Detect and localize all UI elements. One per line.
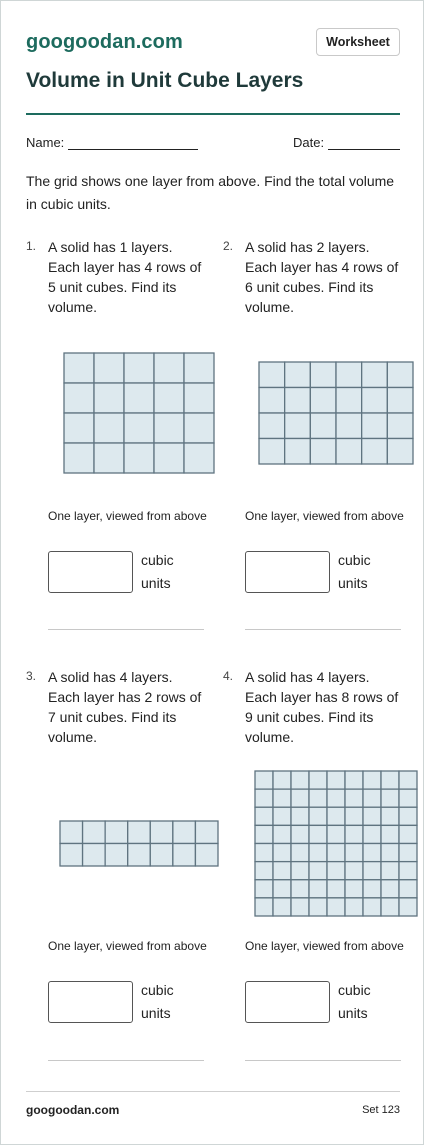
unit-cube [259, 413, 285, 439]
unit-cube [327, 771, 345, 789]
problem-text: A solid has 4 layers. Each layer has 2 rows of 7 unit cubes. Find its volume. [48, 669, 202, 745]
unit-cube [363, 789, 381, 807]
grid-caption: One layer, viewed from above [245, 939, 404, 953]
unit-cube [128, 821, 151, 844]
footer-set-label: Set 123 [362, 1104, 400, 1116]
unit-cube [327, 862, 345, 880]
brand-logo[interactable]: googoodan.com [26, 31, 183, 53]
unit-cube [291, 807, 309, 825]
unit-cube [327, 844, 345, 862]
footer-brand[interactable]: googoodan.com [26, 1103, 120, 1117]
answer-input-4[interactable] [245, 981, 330, 1023]
unit-cube [124, 443, 154, 473]
work-line [245, 629, 401, 630]
unit-cube [309, 898, 327, 916]
unit-cube [255, 771, 273, 789]
unit-cube [154, 383, 184, 413]
unit-cube [291, 825, 309, 843]
problem-number: 4. [223, 669, 234, 683]
work-line [245, 1060, 401, 1061]
unit-cube [381, 789, 399, 807]
unit-cube [363, 825, 381, 843]
unit-cube [363, 771, 381, 789]
unit-cube [105, 821, 128, 844]
unit-cube [273, 807, 291, 825]
unit-cube [285, 388, 311, 414]
worksheet-badge: Worksheet [316, 28, 400, 56]
unit-cube [363, 862, 381, 880]
unit-cube [399, 862, 417, 880]
unit-cube [285, 413, 311, 439]
unit-cube [327, 898, 345, 916]
unit-cube [154, 353, 184, 383]
unit-cube [273, 898, 291, 916]
unit-cube [345, 771, 363, 789]
unit-cube [363, 844, 381, 862]
unit-cube [399, 771, 417, 789]
unit-cube [336, 413, 362, 439]
unit-cube [362, 388, 388, 414]
cube-layer-grid-1 [64, 353, 214, 473]
unit-cube [150, 844, 173, 867]
unit-cube [184, 353, 214, 383]
unit-cube [173, 821, 196, 844]
grid-caption: One layer, viewed from above [245, 509, 404, 523]
unit-cube [363, 880, 381, 898]
unit-cube [362, 439, 388, 465]
unit-cube [60, 844, 83, 867]
unit-cube [345, 844, 363, 862]
unit-cube [184, 383, 214, 413]
unit-cube [310, 413, 336, 439]
unit-cube [309, 807, 327, 825]
cube-layer-grid-2 [259, 362, 413, 464]
unit-cube [94, 353, 124, 383]
answer-input-1[interactable] [48, 551, 133, 593]
problem-number: 1. [26, 239, 37, 253]
unit-cube [273, 771, 291, 789]
unit-cube [327, 880, 345, 898]
unit-cube [94, 413, 124, 443]
unit-cube [291, 789, 309, 807]
name-field[interactable] [68, 149, 198, 150]
unit-cube [309, 825, 327, 843]
unit-cube [387, 362, 413, 388]
date-field[interactable] [328, 149, 400, 150]
unit-cube [285, 362, 311, 388]
unit-cube [154, 413, 184, 443]
unit-cube [327, 825, 345, 843]
unit-cube [291, 898, 309, 916]
unit-cube [195, 844, 218, 867]
answer-input-3[interactable] [48, 981, 133, 1023]
cube-layer-grid-4 [255, 771, 417, 916]
problem-text: A solid has 1 layers. Each layer has 4 rows of 5 unit cubes. Find its volume. [48, 239, 202, 315]
unit-cube [64, 413, 94, 443]
unit-cube [336, 362, 362, 388]
unit-cube [291, 880, 309, 898]
unit-cubic: cubic [338, 552, 371, 568]
unit-cube [291, 862, 309, 880]
unit-cube [184, 413, 214, 443]
problem-text: A solid has 4 layers. Each layer has 8 rows of 9 unit cubes. Find its volume. [245, 669, 399, 745]
unit-cube [184, 443, 214, 473]
unit-cube [255, 898, 273, 916]
unit-cube [150, 821, 173, 844]
unit-cube [128, 844, 151, 867]
unit-cube [259, 439, 285, 465]
unit-cube [64, 353, 94, 383]
unit-cube [381, 898, 399, 916]
unit-cube [255, 825, 273, 843]
unit-cube [336, 439, 362, 465]
unit-cube [285, 439, 311, 465]
name-label: Name: [26, 135, 65, 150]
unit-cube [387, 413, 413, 439]
unit-cube [399, 898, 417, 916]
unit-cube [273, 844, 291, 862]
unit-cube [64, 443, 94, 473]
instructions: The grid shows one layer from above. Find the total volume in cubic units. [26, 173, 395, 212]
unit-cube [273, 825, 291, 843]
unit-cube [362, 413, 388, 439]
unit-cube [255, 844, 273, 862]
unit-cube [309, 789, 327, 807]
unit-cube [273, 880, 291, 898]
unit-cube [195, 821, 218, 844]
unit-cube [259, 388, 285, 414]
unit-cube [154, 443, 184, 473]
unit-cube [309, 771, 327, 789]
unit-units: units [338, 1005, 368, 1021]
unit-cube [381, 807, 399, 825]
unit-cube [363, 807, 381, 825]
unit-units: units [338, 575, 368, 591]
unit-cube [327, 807, 345, 825]
date-label: Date: [293, 135, 325, 150]
unit-cube [345, 789, 363, 807]
unit-cube [399, 825, 417, 843]
unit-cubic: cubic [141, 552, 174, 568]
unit-cube [399, 880, 417, 898]
unit-cube [381, 862, 399, 880]
unit-cube [173, 844, 196, 867]
unit-cube [255, 789, 273, 807]
unit-units: units [141, 575, 171, 591]
unit-cube [83, 844, 106, 867]
unit-cube [345, 825, 363, 843]
unit-cube [105, 844, 128, 867]
unit-cubic: cubic [338, 982, 371, 998]
unit-cube [255, 807, 273, 825]
unit-cube [309, 844, 327, 862]
unit-cube [291, 771, 309, 789]
work-line [48, 1060, 204, 1061]
unit-units: units [141, 1005, 171, 1021]
unit-cubic: cubic [141, 982, 174, 998]
unit-cube [399, 844, 417, 862]
unit-cube [124, 383, 154, 413]
problem-number: 2. [223, 239, 234, 253]
unit-cube [327, 789, 345, 807]
unit-cube [83, 821, 106, 844]
unit-cube [309, 862, 327, 880]
unit-cube [124, 353, 154, 383]
footer-divider [26, 1091, 400, 1092]
unit-cube [362, 362, 388, 388]
unit-cube [310, 362, 336, 388]
page-title: Volume in Unit Cube Layers [26, 69, 304, 92]
problem-text: A solid has 2 layers. Each layer has 4 rows of 6 unit cubes. Find its volume. [245, 239, 399, 315]
answer-input-2[interactable] [245, 551, 330, 593]
unit-cube [273, 789, 291, 807]
unit-cube [255, 862, 273, 880]
unit-cube [94, 443, 124, 473]
unit-cube [399, 789, 417, 807]
problem-number: 3. [26, 669, 37, 683]
unit-cube [381, 771, 399, 789]
unit-cube [345, 898, 363, 916]
unit-cube [336, 388, 362, 414]
unit-cube [345, 880, 363, 898]
title-divider [26, 113, 400, 115]
unit-cube [345, 862, 363, 880]
cube-layer-grid-3 [60, 821, 218, 866]
unit-cube [64, 383, 94, 413]
unit-cube [381, 844, 399, 862]
unit-cube [363, 898, 381, 916]
unit-cube [291, 844, 309, 862]
unit-cube [345, 807, 363, 825]
grid-caption: One layer, viewed from above [48, 509, 207, 523]
unit-cube [310, 439, 336, 465]
unit-cube [259, 362, 285, 388]
unit-cube [94, 383, 124, 413]
unit-cube [124, 413, 154, 443]
unit-cube [273, 862, 291, 880]
unit-cube [381, 825, 399, 843]
grid-caption: One layer, viewed from above [48, 939, 207, 953]
unit-cube [399, 807, 417, 825]
unit-cube [309, 880, 327, 898]
unit-cube [60, 821, 83, 844]
unit-cube [381, 880, 399, 898]
unit-cube [310, 388, 336, 414]
unit-cube [255, 880, 273, 898]
work-line [48, 629, 204, 630]
unit-cube [387, 439, 413, 465]
unit-cube [387, 388, 413, 414]
